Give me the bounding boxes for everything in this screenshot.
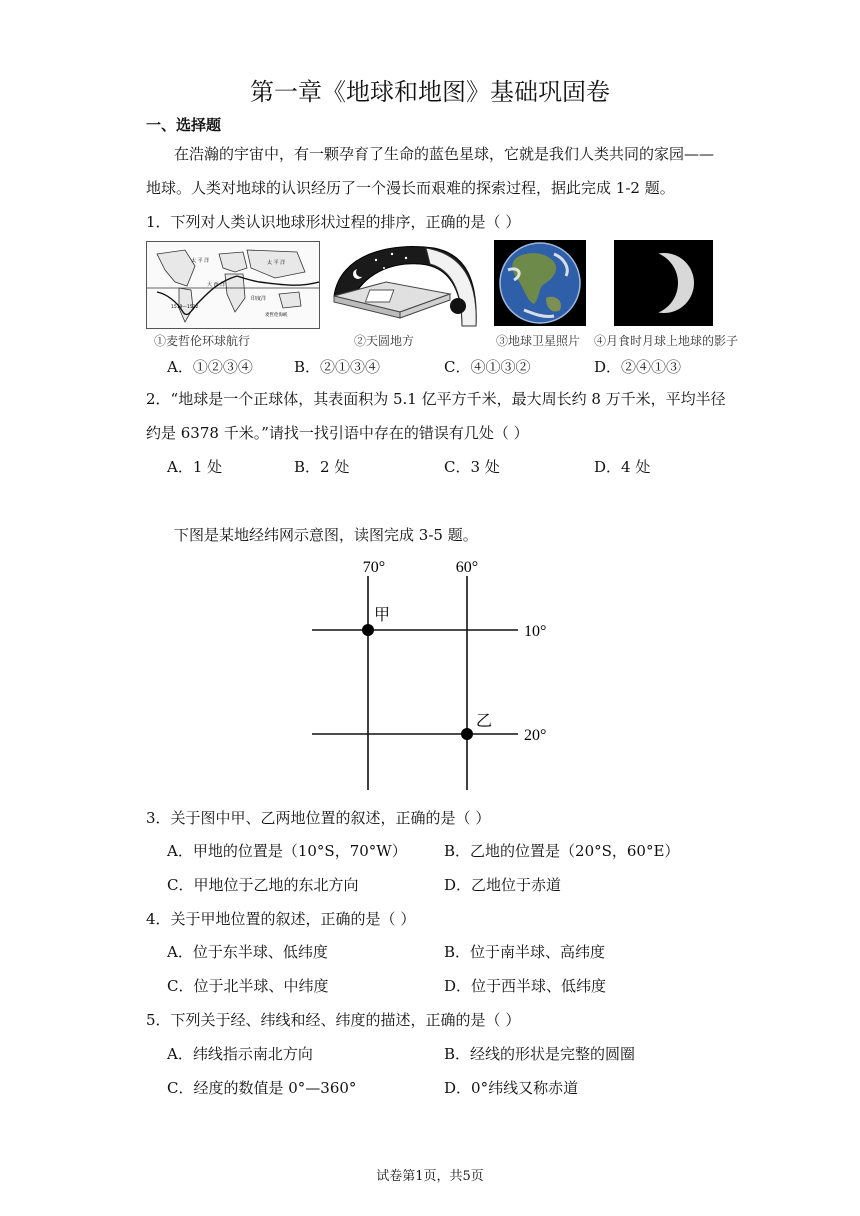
map-label: 麦哲伦海峡 <box>265 313 288 318</box>
q5-option-a: A．纬线指示南北方向 <box>167 1045 313 1063</box>
q3-stem: 3．关于图中甲、乙两地位置的叙述，正确的是（ ） <box>146 809 491 827</box>
q3-option-b: B．乙地的位置是（20°S，60°E） <box>444 842 680 860</box>
q1-caption-2: ②天圆地方 <box>354 334 415 348</box>
q4-option-c: C．位于北半球、中纬度 <box>167 977 329 995</box>
q2-option-a: A．1 处 <box>167 458 223 476</box>
map-label: 大 西 洋 <box>207 282 226 288</box>
lat-label-20: 20° <box>524 727 547 744</box>
q1-option-a: A．①②③④ <box>167 358 253 376</box>
lon-label-60: 60° <box>455 559 479 576</box>
point-yi-label: 乙 <box>476 711 493 730</box>
q3-option-c: C．甲地位于乙地的东北方向 <box>167 876 359 894</box>
point-jia-label: 甲 <box>374 605 391 624</box>
q4-option-b: B．位于南半球、高纬度 <box>444 943 606 961</box>
q1-option-d: D．②④①③ <box>594 358 682 376</box>
sky-dome-icon <box>330 240 480 330</box>
lunar-eclipse-icon <box>614 240 713 326</box>
q2-line-2: 约是 6378 千米。”请找一找引语中存在的错误有几处（ ） <box>146 424 529 442</box>
map-label: 1519—1522 <box>171 305 199 310</box>
map-label: 太 平 洋 <box>191 258 210 264</box>
map-label: 印度洋 <box>251 296 267 302</box>
q2-option-b: B．2 处 <box>294 458 350 476</box>
world-route-map-icon <box>147 242 319 328</box>
q5-option-b: B．经线的形状是完整的圆圈 <box>444 1045 636 1063</box>
map-label: 太 平 洋 <box>267 260 286 266</box>
q5-option-c: C．经度的数值是 0°—360° <box>167 1079 357 1097</box>
earth-photo-icon <box>494 240 586 326</box>
section-heading: 一、选择题 <box>146 116 222 134</box>
page-footer: 试卷第1页，共5页 <box>376 1169 484 1184</box>
intro-line-1: 在浩瀚的宇宙中，有一颗孕育了生命的蓝色星球，它就是我们人类共同的家园—— <box>174 145 715 163</box>
lon-label-70: 70° <box>362 559 386 576</box>
q1-figure-4 <box>614 240 713 326</box>
intro-2: 下图是某地经纬网示意图，读图完成 3-5 题。 <box>174 526 478 544</box>
q1-option-b: B．②①③④ <box>294 358 381 376</box>
q2-line-1: 2．“地球是一个正球体，其表面积为 5.1 亿平方千米，最大周长约 8 万千米，平均半径 <box>146 390 726 408</box>
q1-figure-3 <box>494 240 586 326</box>
q3-option-a: A．甲地的位置是（10°S，70°W） <box>167 842 407 860</box>
q1-caption-1: ①麦哲伦环球航行 <box>154 334 251 348</box>
q4-stem: 4．关于甲地位置的叙述，正确的是（ ） <box>146 910 416 928</box>
page-title: 第一章《地球和地图》基础巩固卷 <box>250 78 610 106</box>
lat-label-10: 10° <box>524 623 547 640</box>
q2-option-d: D．4 处 <box>594 458 651 476</box>
point-jia <box>362 624 374 636</box>
q4-option-d: D．位于西半球、低纬度 <box>444 977 607 995</box>
latlon-grid-diagram <box>300 552 570 792</box>
q1-option-c: C．④①③② <box>444 358 531 376</box>
q2-option-c: C．3 处 <box>444 458 500 476</box>
q4-option-a: A．位于东半球、低纬度 <box>167 943 328 961</box>
q5-option-d: D．0°纬线又称赤道 <box>444 1079 579 1097</box>
q1-caption-3: ③地球卫星照片 <box>496 334 581 348</box>
intro-line-2: 地球。人类对地球的认识经历了一个漫长而艰难的探索过程，据此完成 1-2 题。 <box>146 179 675 197</box>
q3-option-d: D．乙地位于赤道 <box>444 876 562 894</box>
point-yi <box>461 728 473 740</box>
q1-stem: 1．下列对人类认识地球形状过程的排序，正确的是（ ） <box>146 213 521 231</box>
q5-stem: 5．下列关于经、纬线和经、纬度的描述，正确的是（ ） <box>146 1011 521 1029</box>
q1-caption-4: ④月食时月球上地球的影子 <box>594 334 739 348</box>
q1-figure-2 <box>330 240 480 330</box>
q1-figure-1 <box>146 241 320 329</box>
